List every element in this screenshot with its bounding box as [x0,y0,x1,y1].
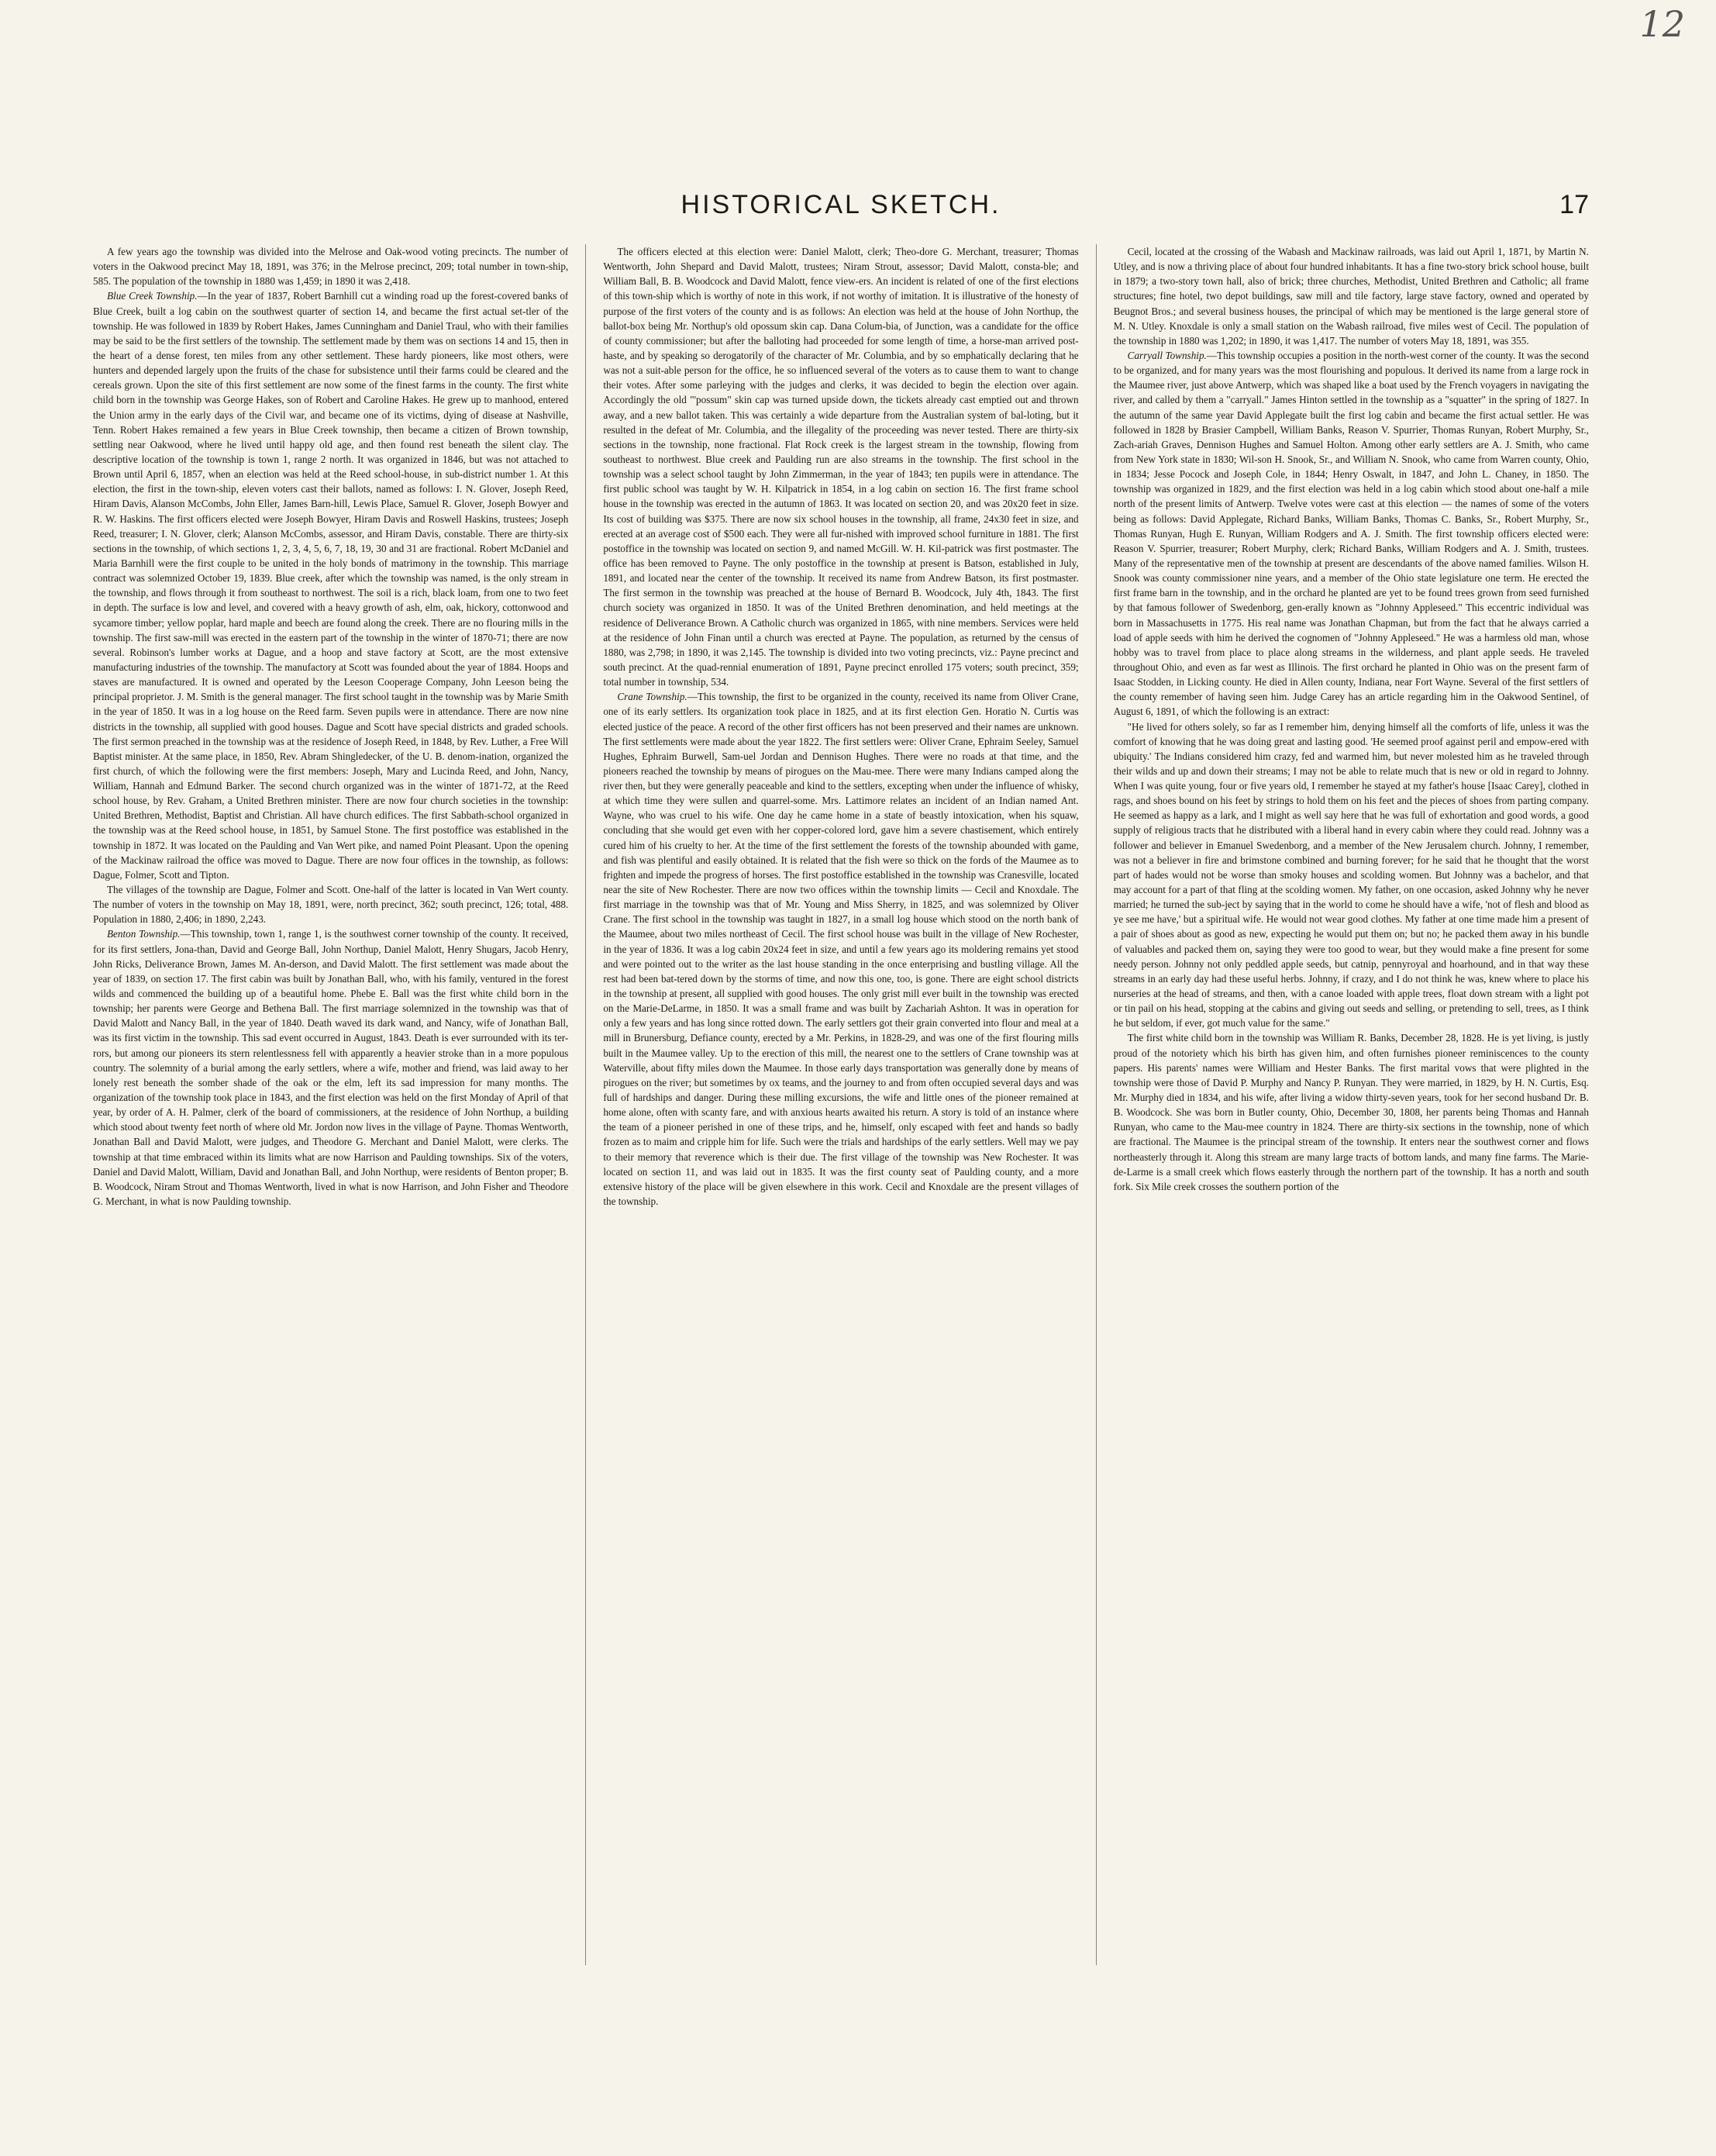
paragraph: Crane Township.—This township, the first to be organized in the county, received its name from Oliver Crane, one of its early settlers. Its organization took place in 1825, and at its first election Gen. Horatio N. Curtis was elected justice of the peace. A record of the other first officers has not been preserved and their names are unknown. The first settlements were made about the year 1822. The first settlers were: Oliver Crane, Ephraim Seeley, Samuel Hughes, Ephraim Burwell, Sam-uel Jordan and Dennison Hughes. There were no roads at that time, and the pioneers reached the township by means of pirogues on the Mau-mee. There were many Indians camped along the river then, but they were generally peaceable and kind to the settlers, excepting when under the influence of whisky, at which time they were sullen and quarrel-some. Mrs. Lattimore relates an incident of an Indian named Ant. Wayne, who was cruel to his wife. One day he came home in a state of beastly intoxication, when his squaw, concluding that she would get even with her copper-colored lord, gave him a severe chastisement, which entirely cured him of his cruelty to her. At the time of the first settlement the forests of the township abounded with game, and fish was plentiful and easily obtained. It is related that the fish were so thick on the fords of the Maumee as to frighten and impede the progress of horses. The first postoffice established in the township was Cranesville, located near the site of New Rochester. There are now two offices within the township limits — Cecil and Knoxdale. The first marriage in the township was that of Mr. Young and Miss Sherry, in 1825, and was solemnized by Oliver Crane. The first school in the township was taught in 1827, in a small log house which stood on the north bank of the Maumee, about two miles northeast of Cecil. The first school house was built in the village of New Rochester, in the year of 1836. It was a log cabin 20x24 feet in size, and until a few years ago its moldering remains yet stood and were pointed out to the writer as the last house standing in the once enterprising and bustling village. All the rest had been bat-tered down by the storms of time, and now this one, too, is gone. There are eight school districts in the township at present, all supplied with good houses. The only grist mill ever built in the township was erected on the Marie-DeLarme, in 1850. It was a small frame and was built by Zachariah Ashton. It was in operation for only a few years and has long since rotted down. The early settlers got their grain converted into flour and meal at a mill in Brunersburg, Defiance county, erected by a Mr. Perkins, in 1828-29, and was one of the first flouring mills built in the Maumee valley. Up to the erection of this mill, the nearest one to the settlers of Crane township was at Waterville, about fifty miles down the Maumee. In those early days transportation was generally done by means of pirogues on the river; but sometimes by ox teams, and the journey to and from often occupied several days and was full of hardships and danger. During these milling excursions, the wife and little ones of the pioneer remained at home alone, often with scanty fare, and with anxious hearts awaited his return. A story is told of an instance where the team of a pioneer perished in one of these trips, and he, himself, only escaped with feet and hands so badly frozen as to maim and cripple him for life. Such were the trials and hardships of the early settlers. Well may we pay to their memory that reverence which is their due. The first village of the township was New Rochester. It was located on section 11, and was laid out in 1835. It was the first county seat of Paulding county, and a more extensive history of the place will be given elsewhere in this work. Cecil and Knoxdale are the present villages of the township. [603,691,1079,1207]
paragraph [1114,244,1589,348]
paragraph: Benton Township.—This township, town 1, range 1, is the southwest corner township of the county. It received, for its first settlers, Jona-than, David and George Ball, John Northup, Daniel Malott, Henry Shugars, Jacob Henry, John Ricks, Deliverance Brown, James M. An-derson, and David Malott. The first settlement was made about the year of 1839, on section 17. The first cabin was built by Jonathan Ball, who, with his family, ventured in the forest wilds and commenced the building up of a beautiful home. Phebe E. Ball was the first white child born in the township; her parents were George and Bethena Ball. The first marriage solemnized in the township was that of David Malott and Nancy Ball, in the year of 1840. Death waved its dark wand, and Nancy, wife of Jonathan Ball, was its first victim in the township. This sad event occurred in August, 1843. Death is ever surrounded with its ter-rors, but among our pioneers its stern relentlessness fell with apparently a heavier stroke than in a more populous country. The solemnity of a burial among the early settlers, where a wife, mother and friend, was laid away to her lonely rest beneath the somber shade of the oak or the elm, left its sad impression for many months. The organization of the township took place in 1843, and the first election was held on the first Monday of April of that year, by order of A. H. Palmer, clerk of the board of commissioners, at the residence of John Northup, a building which stood about twenty feet north of where old Mr. Jordon now lives in the village of Payne. Thomas Wentworth, Jonathan Ball and David Malott, were judges, and Theodore G. Merchant and Daniel Malott, were clerks. The township at that time embraced within its limits what are now Harrison and Paulding townships. Six of the voters, Daniel and David Malott, William, David and Jonathan Ball, and John Northup, were residents of Benton proper; B. B. Woodcock, Niram Strout and Thomas Wentworth, lived in what is now Harrison, and John Fisher and Theodore G. Merchant, in what is now Paulding township. [93,928,569,1207]
section-subhead: Carryall Township. [1127,349,1207,361]
page-number: 17 [1559,190,1589,219]
column-left [93,244,568,1965]
paragraph: Blue Creek Township.—In the year of 1837, Robert Barnhill cut a winding road up the forest-covered banks of Blue Creek, built a log cabin on the southwest quarter of section 14, and became the first actual set-tler of the township. He was followed in 1839 by Robert Hakes, James Cunningham and Daniel Traul, who with their families may be said to be the first settlers of the township. The settlement made by them was on sections 14 and 15, then in the heart of a dense forest, ten miles from any other settlement. These hardy pioneers, like most others, were hunters and depended largely upon the fruits of the chase for subsistence until their farms could be cleared and the cereals grown. Upon the site of this first settlement are now some of the finest farms in the county. The first white child born in the township was George Hakes, son of Robert and Caroline Hakes. He grew up to manhood, entered the Union army in the early days of the Civil war, and became one of its victims, dying of disease at Nashville, Tenn. Robert Hakes remained a few years in Blue Creek township, then became a citizen of Brown township, settling near Oakwood, where he lived until happy old age, and then found rest beneath the silent clay. The descriptive location of the township is town 1, range 2 north. It was organized in 1846, but was not attached to Brown until April 6, 1857, when an election was held at the Reed school-house, in sub-district number 1. At this election, the first in the town-ship, eleven voters cast their ballots, named as follows: I. N. Glover, Joseph Reed, Hiram Davis, Alanson McCombs, John Eller, James Barn-hill, Lewis Place, Samuel R. Glover, Joseph Bowyer and R. W. Haskins. The first officers elected were Joseph Bowyer, Hiram Davis and Roswell Haskins, trustees; Joseph Reed, treasurer; I. N. Glover, clerk; Alanson McCombs, assessor, and Hiram Davis, constable. There are thirty-six sections in the township, of which sections 1, 2, 3, 4, 5, 6, 7, 18, 19, 30 and 31 are fractional. Robert McDaniel and Maria Barnhill were the first couple to be united in the holy bonds of matrimony in the township. This marriage contract was solemnized October 19, 1839. Blue creek, after which the township was named, is the only stream in the township, and flows through it from southeast to northwest. The soil is a rich, black loam, from one to two feet in depth. The surface is low and level, and covered with a heavy growth of ash, elm, oak, hickory, cottonwood and sycamore timber; yellow poplar, hard maple and beech are found along the creek. There are no flouring mills in the township. The first saw-mill was erected in the eastern part of the township in the winter of 1870-71; there are now several. Robinson's lumber works at Dague, and a hoop and stave factory at Scott, are the most extensive manufacturing industries of the township. The manufactory at Scott was founded about the year of 1884. Hoops and staves are manufactured. It is owned and operated by the Leeson Cooperage Company, John Leeson being the principal proprietor. J. M. Smith is the general manager. The first school taught in the township was by Marie Smith in the year of 1850. It was in a log house on the Reed farm. Seven pupils were in attendance. There are now nine districts in the township, all supplied with good houses. Dague and Scott have special districts and graded schools. The first sermon preached in the township was at the residence of Joseph Reed, in 1848, by Rev. Luther, a Free Will Baptist minister. At the same place, in 1850, Rev. Abram Shingledecker, of the U. B. denom-ination, organized the first church, of which the following were the first members: Joseph, Mary and Lucinda Reed, and John, Nancy, William, Hannah and Edmund Barker. The second church organized was in the winter of 1871-72, at the Reed school house, by Rev. Graham, a United Brethren minister. There are now four church societies in the township: United Brethren, Methodist, Baptist and Christian. All have church edifices. The first Sabbath-school organized in the township was at the Reed school house, in 1851, by Samuel Stone. The first postoffice was established in the township in 1872. It was located on the Paulding and Van Wert pike, and named Point Pleasant. Upon the opening of the Mackinaw railroad the office was moved to Dague. There are now four offices in the township, as follows: Dague, Folmer, Scott and Tipton. [93,290,569,881]
column-divider [585,244,586,1965]
column-divider [1096,244,1097,1965]
column-middle [603,244,1078,1965]
paragraph-text: Cecil, located at the crossing of the Wabash and Mackinaw railroads, was laid out April 1, 1871, by Martin N. Utley, and is now a thriving place of about four hundred inhabitants. It has a fine two-story brick school house, built in 1879; a two-story town hall, also of brick; three churches, Methodist, United Brethren and Catholic; all frame structures; fine hotel, two depot buildings, saw mill and tile factory, large stave factory, owned and operated by Beugnot Bros.; and several business houses, the principal of which may be mentioned is the large general store of M. N. Utley. Knoxdale is only a small station on the Wabash railroad, five miles west of Cecil. The population of the township in 1880 was 1,202; in 1890, it was 1,417. The number of voters May 18, 1891, was 355. [1113,246,1589,347]
column-right [1114,244,1589,1965]
paragraph [1114,719,1589,1031]
paragraph-text: This township occupies a position in the north-west corner of the county. It was the second to be organized, and for many years was the most flourishing and populous. It derived its name from a large rock in the Maumee river, just above Antwerp, which was shaped like a boat used by the French voyagers in navigating the river, and called by them a "carryall." James Hinton settled in the township as a "squatter" in the spring of 1827. In the autumn of the same year David Applegate built the first log cabin and became the first actual settler. He was followed in 1828 by Brasier Campbell, William Banks, Reason V. Spurrier, Thomas Runyan, Robert Murphy, Sr., Zach-ariah Graves, Dennison Hughes and Samuel Holton. Among other early settlers are A. J. Smith, who came from New York state in 1830; Wil-son H. Snook, Sr., and William N. Snook, who came from Warren county, Ohio, in 1834; Jesse Pocock and Joseph Cole, in 1844; Henry Oswalt, in 1847, and John L. Chaney, in 1850. The township was organized in 1829, and the first election was held in a log cabin which stood about one-half a mile north of the present limits of Antwerp. Twelve votes were cast at this election — the names of some of the voters being as follows: David Applegate, Richard Banks, William Banks, Thomas C. Banks, Sr., Robert Murphy, Sr., Thomas Runyan, Hugh E. Runyan, William Rodgers and A. J. Smith. The first township officers elected were: Reason V. Spurrier, treasurer; Robert Murphy, clerk; Richard Banks, William Rodgers and A. J. Smith, trustees. Many of the representative men of the township at present are descendants of the above named families. Wilson H. Snook was county commissioner nine years, and a member of the Ohio state legislature one term. He erected the first frame barn in the township, and in the orchard he planted are yet to be found trees grown from seed furnished by that famous follower of Swedenborg, gen-erally known as "Johnny Appleseed." This eccentric individual was born in Massachusetts in 1775. His real name was Jonathan Chapman, but from the fact that he always carried a load of apple seeds with him he derived the cognomen of "Johnny Appleseed." He was a harmless old man, whose hobby was to travel from place to place along streams in the wilderness, and plant apple seeds. He traveled throughout Ohio, and even as far west as Illinois. The first orchard he planted in Ohio was on the present farm of Isaac Stodden, in Licking county. He died in Allen county, Indiana, near Fort Wayne. Several of the first settlers of the county remember of having seen him. Judge Carey has an article regarding him in the Oakwood Sentinel, of August 6, 1891, of which the following is an extract: [1113,349,1589,718]
paragraph-text: In the year of 1837, Robert Barnhill cut a winding road up the forest-covered banks of Blue Creek, built a log cabin on the southwest quarter of section 14, and became the first actual set-tler of the township. He was followed in 1839 by Robert Hakes, James Cunningham and Daniel Traul, who with their families may be said to be the first settlers of the township. The settlement made by them was on sections 14 and 15, then in the heart of a dense forest, ten miles from any other settlement. These hardy pioneers, like most others, were hunters and depended largely upon the fruits of the chase for subsistence until their farms could be cleared and the cereals grown. Upon the site of this first settlement are now some of the finest farms in the county. The first white child born in the township was George Hakes, son of Robert and Caroline Hakes. He grew up to manhood, entered the Union army in the early days of the Civil war, and became one of its victims, dying of disease at Nashville, Tenn. Robert Hakes remained a few years in Blue Creek township, then became a citizen of Brown township, settling near Oakwood, where he lived until happy old age, and then found rest beneath the silent clay. The descriptive location of the township is town 1, range 2 north. It was organized in 1846, but was not attached to Brown until April 6, 1857, when an election was held at the Reed school-house, in sub-district number 1. At this election, the first in the town-ship, eleven voters cast their ballots, named as follows: I. N. Glover, Joseph Reed, Hiram Davis, Alanson McCombs, John Eller, James Barn-hill, Lewis Place, Samuel R. Glover, Joseph Bowyer and R. W. Haskins. The first officers elected were Joseph Bowyer, Hiram Davis and Roswell Haskins, trustees; Joseph Reed, treasurer; I. N. Glover, clerk; Alanson McCombs, assessor, and Hiram Davis, constable. There are thirty-six sections in the township, of which sections 1, 2, 3, 4, 5, 6, 7, 18, 19, 30 and 31 are fractional. Robert McDaniel and Maria Barnhill were the first couple to be united in the holy bonds of matrimony in the township. This marriage contract was solemnized October 19, 1839. Blue creek, after which the township was named, is the only stream in the township, and flows through it from southeast to northwest. The soil is a rich, black loam, from one to two feet in depth. The surface is low and level, and covered with a heavy growth of ash, elm, oak, hickory, cottonwood and sycamore timber; yellow poplar, hard maple and beech are found along the creek. There are no flouring mills in the township. The first saw-mill was erected in the eastern part of the township in the winter of 1870-71; there are now several. Robinson's lumber works at Dague, and a hoop and stave factory at Scott, are the most extensive manufacturing industries of the township. The manufactory at Scott was founded about the year of 1884. Hoops and staves are manufactured. It is owned and operated by the Leeson Cooperage Company, John Leeson being the principal proprietor. J. M. Smith is the general manager. The first school taught in the township was by Marie Smith in the year of 1850. It was in a log house on the Reed farm. Seven pupils were in attendance. There are now nine districts in the township, all supplied with good houses. Dague and Scott have special districts and graded schools. The first sermon preached in the township was at the residence of Joseph Reed, in 1848, by Rev. Luther, a Free Will Baptist minister. At the same place, in 1850, Rev. Abram Shingledecker, of the U. B. denom-ination, organized the first church, of which the following were the first members: Joseph, Mary and Lucinda Reed, and John, Nancy, William, Hannah and Edmund Barker. The second church organized was in the winter of 1871-72, at the Reed school house, by Rev. Graham, a United Brethren minister. There are now four church societies in the township: United Brethren, Methodist, Baptist and Christian. All have church edifices. The first Sabbath-school organized in the township was at the Reed school house, in 1851, by Samuel Stone. The first postoffice was established in the township in 1872. It was located on the Paulding and Van Wert pike, and named Point Pleasant. Upon the opening of the Mackinaw railroad the office was moved to Dague. There are now four offices in the township, as follows: Dague, Folmer, Scott and Tipton. [93,290,569,881]
paragraph-text: The first white child born in the township was William R. Banks, December 28, 1828. He is yet living, is justly proud of the notoriety which his birth has given him, and often furnishes pioneer reminiscences to the county papers. His parents' names were William and Hester Banks. The first marital vows that were plighted in the township were those of David P. Murphy and Nancy P. Runyan. They were married, in 1829, by H. N. Curtis, Esq. Mr. Murphy died in 1834, and his wife, after living a widow thirty-seven years, took for her second husband Dr. B. B. Woodcock. She was born in Butler county, Ohio, December 30, 1808, her parents being Thomas and Hannah Runyan, who came to the Mau-mee country in 1824. There are thirty-six sections in the township, none of which are fractional. The Maumee is the principal stream of the township. It enters near the southwest corner and flows northeasterly through it. Along this stream are many large tracts of bottom lands, and many fine farms. The Marie-de-Larme is a small creek which flows easterly through the northern part of the township. It has a north and south fork. Six Mile creek crosses the southern portion of the [1113,1032,1589,1192]
section-subhead: Benton Township. [107,928,181,940]
paragraph [1114,1030,1589,1194]
paragraph-text: "He lived for others solely, so far as I remember him, denying himself all the comforts of life, unless it was the comfort of knowing that he was doing great and lasting good. 'He seemed proof against peril and empow-ered with ubiquity.' The Indians considered him crazy, fed and warmed him, but never molested him as he traveled through their wilds and up and down their streams; I may not be able to relate much that is new or old in regard to Johnny. When I was quite young, four or five years old, I remember he stayed at my father's house [Isaac Carey], clothed in rags, and shoes bound on his feet by strings to hold them on his feet and the pieces of shoes from parting company. He seemed as happy as a lark, and I might as well say here that he was full of exhortation and good words, a good supply of religious tracts that he distributed with a liberal hand in every cabin where they could read. Johnny was a follower and believer in Emanuel Swedenborg, and a member of the New Jerusalem church. Johnny, I remember, was not a believer in fire and brimstone combined and burning forever; for he said that he thought that the worst part of hades would not be worse than smoky houses and scolding women. But Johnny was a bachelor, and that may account for a part of that fling at the scolding women. My father, on one occasion, asked Johnny why he never married; he turned the sub-ject by saying that in the world to come he should have a wife, 'not of flesh and blood as ye see me have,' but a spiritual wife. He would not wear good clothes. My father at one time made him a present of a pair of shoes about as good as new, expecting he would put them on; but no; he packed them away in his bundle of valuables and packed them on, saying they were too good to wear, but they would make a fine present for some needy person. Johnny not only peddled apple seeds, but catnip, pennyroyal and hoarhound, and in that way these streams in an early day had these useful herbs. Johnny, if crazy, and I do not think he was, knew where to place his nurseries at the head of streams, and then, with a canoe loaded with apple trees, float down stream with a light pot or tin pail on his head, stopping at the cabins and giving out seeds and selling, or pretending to sell, trees, as I think he but seldom, if ever, got much value for the same." [1113,720,1589,1030]
paragraph [603,244,1078,689]
paragraph-text: The villages of the township are Dague, Folmer and Scott. One-half of the latter is located in Van Wert county. The number of voters in the township on May 18, 1891, were, north precinct, 362; south precinct, 126; total, 488. Population in 1880, 2,406; in 1890, 2,243. [93,884,569,926]
paragraph: Carryall Township.—This township occupies a position in the north-west corner of the county. It was the second to be organized, and for many years was the most flourishing and populous. It derived its name from a large rock in the Maumee river, just above Antwerp, which was shaped like a boat used by the French voyagers in navigating the river, and called by them a "carryall." James Hinton settled in the township as a "squatter" in the spring of 1827. In the autumn of the same year David Applegate built the first log cabin and became the first actual settler. He was followed in 1828 by Brasier Campbell, William Banks, Reason V. Spurrier, Thomas Runyan, Robert Murphy, Sr., Zach-ariah Graves, Dennison Hughes and Samuel Holton. Among other early settlers are A. J. Smith, who came from New York state in 1830; Wil-son H. Snook, Sr., and William N. Snook, who came from Warren county, Ohio, in 1834; Jesse Pocock and Joseph Cole, in 1844; Henry Oswalt, in 1847, and John L. Chaney, in 1850. The township was organized in 1829, and the first election was held in a log cabin which stood about one-half a mile north of the present limits of Antwerp. Twelve votes were cast at this election — the names of some of the voters being as follows: David Applegate, Richard Banks, William Banks, Thomas C. Banks, Sr., Robert Murphy, Sr., Thomas Runyan, Hugh E. Runyan, William Rodgers and A. J. Smith. The first township officers elected were: Reason V. Spurrier, treasurer; Robert Murphy, clerk; Richard Banks, William Rodgers and A. J. Smith, trustees. Many of the representative men of the township at present are descendants of the above named families. Wilson H. Snook was county commissioner nine years, and a member of the Ohio state legislature one term. He erected the first frame barn in the township, and in the orchard he planted are yet to be found trees grown from seed furnished by that famous follower of Swedenborg, gen-erally known as "Johnny Appleseed." This eccentric individual was born in Massachusetts in 1775. His real name was Jonathan Chapman, but from the fact that he always carried a load of apple seeds with him he derived the cognomen of "Johnny Appleseed." He was a harmless old man, whose hobby was to travel from place to place along streams in the wilderness, and plant apple seeds. He traveled throughout Ohio, and even as far west as Illinois. The first orchard he planted in Ohio was on the present farm of Isaac Stodden, in Licking county. He died in Allen county, Indiana, near Fort Wayne. Several of the first settlers of the county remember of having seen him. Judge Carey has an article regarding him in the Oakwood Sentinel, of August 6, 1891, of which the following is an extract: [1113,349,1589,718]
section-subhead: Blue Creek Township. [107,290,198,302]
paragraph [93,882,568,926]
paragraph-text: This township, town 1, range 1, is the southwest corner township of the county. It received, for its first settlers, Jona-than, David and George Ball, John Northup, Daniel Malott, Henry Shugars, Jacob Henry, John Ricks, Deliverance Brown, James M. An-derson, and David Malott. The first settlement was made about the year of 1839, on section 17. The first cabin was built by Jonathan Ball, who, with his family, ventured in the forest wilds and commenced the building up of a beautiful home. Phebe E. Ball was the first white child born in the township; her parents were George and Bethena Ball. The first marriage solemnized in the township was that of David Malott and Nancy Ball, in the year of 1840. Death waved its dark wand, and Nancy, wife of Jonathan Ball, was its first victim in the township. This sad event occurred in August, 1843. Death is ever surrounded with its ter-rors, but among our pioneers its stern relentlessness fell with apparently a heavier stroke than in a more populous country. The solemnity of a burial among the early settlers, where a wife, mother and friend, was laid away to her lonely rest beneath the somber shade of the oak or the elm, left its sad impression for many months. The organization of the township took place in 1843, and the first election was held on the first Monday of April of that year, by order of A. H. Palmer, clerk of the board of commissioners, at the residence of John Northup, a building which stood about twenty feet north of where old Mr. Jordon now lives in the village of Payne. Thomas Wentworth, Jonathan Ball and David Malott, were judges, and Theodore G. Merchant and Daniel Malott, were clerks. The township at that time embraced within its limits what are now Harrison and Paulding townships. Six of the voters, Daniel and David Malott, William, David and Jonathan Ball, and John Northup, were residents of Benton proper; B. B. Woodcock, Niram Strout and Thomas Wentworth, lived in what is now Harrison, and John Fisher and Theodore G. Merchant, in what is now Paulding township. [93,928,569,1207]
document-page [93,190,1589,1973]
page-header [93,190,1589,236]
text-columns [93,244,1589,1965]
paragraph-text: The officers elected at this election were: Daniel Malott, clerk; Theo-dore G. Merchant, treasurer; Thomas Wentworth, John Shepard and David Malott, trustees; Niram Strout, assessor; David Malott, consta-ble; and William Ball, B. B. Woodcock and David Malott, fence view-ers. An incident is related of one of the first elections of this town-ship which is worthy of note in this work, if not worthy of imitation. It is illustrative of the honesty of purpose of the first voters of the county and is as follows: An election was held at the house of John Northup, the ballot-box being Mr. Northup's old opossum skin cap. Dana Colum-bia, of Junction, was a candidate for the office of county commissioner; but after the balloting had proceeded for some length of time, a horse-man arrived post-haste, and by speaking so derogatorily of the character of Mr. Columbia, and by so emphatically declaring that he was not a suit-able person for the office, he so influenced several of the voters as to cause them to want to change their votes. After some parleying with the judges and clerks, it was decided to begin the election over again. Accordingly the old "'possum" skin cap was turned upside down, the tickets already cast emptied out and thrown away, and a new ballot taken. This was certainly a wide departure from the Australian system of bal-loting, but it resulted in the defeat of Mr. Columbia, and the illegality of the proceeding was never tested. There are thirty-six sections in the township, none fractional. Flat Rock creek is the largest stream in the township, flowing from southeast to northwest. Blue creek and Paulding run are also streams in the township. The first school in the township was a select school taught by John Zimmerman, in the year of 1843; ten pupils were in attendance. The first public school was taught by W. H. Kilpatrick in 1854, in a log cabin on section 16. The first frame school house in the township was erected in the autumn of 1863. It was located on section 20, and was 20x20 feet in size. Its cost of building was $375. There are now six school houses in the township, all frame, 24x30 feet in size, and erected at an average cost of $500 each. They were all fur-nished with improved school furniture in 1881. The first postoffice in the township was located on section 9, and named McGill. W. H. Kil-patrick was first postmaster. The office has been removed to Payne. The only postoffice in the township at present is Batson, established in July, 1891, and located near the center of the township. It received its name from Andrew Batson, its first postmaster. The first sermon in the township was preached at the house of Bernard B. Woodcock, July 4th, 1843. The first church society was organized in 1850. It was of the United Brethren denomination, and held meetings at the residence of Deliverance Brown. A Catholic church was organized in 1865, with nine members. Services were held at the residence of John Finan until a church was erected at Payne. The population, as returned by the census of 1880, was 2,798; in 1890, it was 2,145. The township is divided into two voting precincts, viz.: Payne precinct and south precinct. At the quad-rennial enumeration of 1891, Payne precinct enrolled 175 voters; south precinct, 359; total number in township, 534. [603,246,1079,688]
paragraph-text: This township, the first to be organized in the county, received its name from Oliver Crane, one of its early settlers. Its organization took place in 1825, and at its first election Gen. Horatio N. Curtis was elected justice of the peace. A record of the other first officers has not been preserved and their names are unknown. The first settlements were made about the year 1822. The first settlers were: Oliver Crane, Ephraim Seeley, Samuel Hughes, Ephraim Burwell, Sam-uel Jordan and Dennison Hughes. There were no roads at that time, and the pioneers reached the township by means of pirogues on the Mau-mee. There were many Indians camped along the river then, but they were generally peaceable and kind to the settlers, excepting when under the influence of whisky, at which time they were sullen and quarrel-some. Mrs. Lattimore relates an incident of an Indian named Ant. Wayne, who was cruel to his wife. One day he came home in a state of beastly intoxication, when his squaw, concluding that she would get even with her copper-colored lord, gave him a severe chastisement, which entirely cured him of his cruelty to her. At the time of the first settlement the forests of the township abounded with game, and fish was plentiful and easily obtained. It is related that the fish were so thick on the fords of the Maumee as to frighten and impede the progress of horses. The first postoffice established in the township was Cranesville, located near the site of New Rochester. There are now two offices within the township limits — Cecil and Knoxdale. The first marriage in the township was that of Mr. Young and Miss Sherry, in 1825, and was solemnized by Oliver Crane. The first school in the township was taught in 1827, in a small log house which stood on the north bank of the Maumee, about two miles northeast of Cecil. The first school house was built in the village of New Rochester, in the year of 1836. It was a log cabin 20x24 feet in size, and until a few years ago its moldering remains yet stood and were pointed out to the writer as the last house standing in the once enterprising and bustling village. All the rest had been bat-tered down by the storms of time, and now this one, too, is gone. There are eight school districts in the township at present, all supplied with good houses. The only grist mill ever built in the township was erected on the Marie-DeLarme, in 1850. It was a small frame and was built by Zachariah Ashton. It was in operation for only a few years and has long since rotted down. The early settlers got their grain converted into flour and meal at a mill in Brunersburg, Defiance county, erected by a Mr. Perkins, in 1828-29, and was one of the first flouring mills built in the Maumee valley. Up to the erection of this mill, the nearest one to the settlers of Crane township was at Waterville, about fifty miles down the Maumee. In those early days transportation was generally done by means of pirogues on the river; but sometimes by ox teams, and the journey to and from often occupied several days and was full of hardships and danger. During these milling excursions, the wife and little ones of the pioneer remained at home alone, often with scanty fare, and with anxious hearts awaited his return. A story is told of an instance where the team of a pioneer perished in one of these trips, and he, himself, only escaped with feet and hands so badly frozen as to maim and cripple him for life. Such were the trials and hardships of the early settlers. Well may we pay to their memory that reverence which is their due. The first village of the township was New Rochester. It was located on section 11, and was laid out in 1835. It was the first county seat of Paulding county, and a more extensive history of the place will be given elsewhere in this work. Cecil and Knoxdale are the present villages of the township. [603,691,1079,1207]
running-title: HISTORICAL SKETCH. [681,190,1001,219]
paragraph [93,244,568,288]
paragraph-text: A few years ago the township was divided into the Melrose and Oak-wood voting precincts. The number of voters in the Oakwood precinct May 18, 1891, was 376; in the Melrose precinct, 209; total number in town-ship, 585. The population of the township in 1880 was 1,459; in 1890 it was 2,418. [93,246,569,288]
section-subhead: Crane Township. [617,691,687,703]
page-corner-annotation: 12 [1639,3,1685,45]
